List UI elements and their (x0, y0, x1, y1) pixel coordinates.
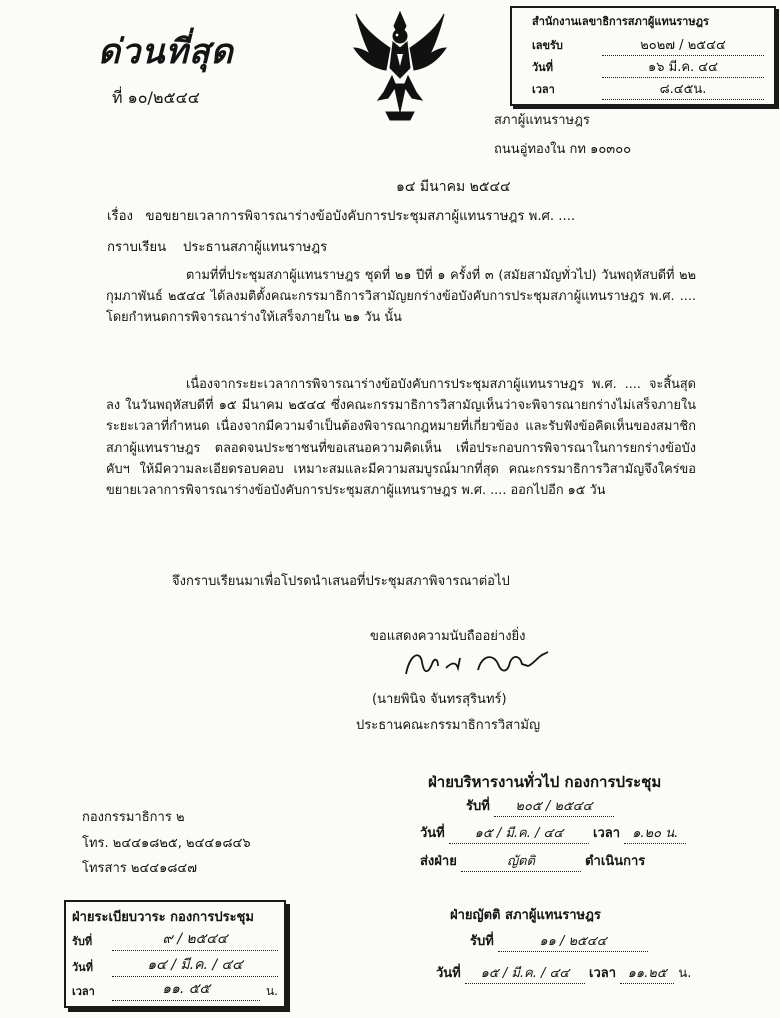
stamp-row-date: วันที่ ๑๔ / มี.ค. / ๔๔ (72, 954, 278, 976)
body-paragraph-2 (106, 374, 696, 501)
recipient-label: กราบเรียน (107, 240, 167, 255)
body-paragraph-1 (106, 265, 696, 329)
stamp-value: ๒๐๒๗ / ๒๕๔๔ (602, 34, 764, 56)
signatory-position: ประธานคณะกรรมาธิการวิสามัญ (356, 718, 541, 733)
secretariat-receipt-stamp (510, 6, 776, 106)
garuda-emblem-icon (350, 8, 450, 130)
stamp-label: วันที่ (532, 61, 553, 74)
motion-receive: รับที่ ๑๑ / ๒๕๔๔ (470, 930, 648, 952)
contact-office: กองกรรมาธิการ ๒ (82, 810, 185, 825)
stamp-label: เลขรับ (532, 39, 563, 52)
stamp-title: ฝ่ายระเบียบวาระ กองการประชุม (72, 910, 254, 925)
stamp-row-date (532, 56, 764, 76)
general-admin-stamp-title: ฝ่ายบริหารงานทั่วไป กองการประชุม (428, 773, 662, 791)
urgency-heading: ด่วนที่สุด (98, 32, 234, 72)
stamp-row-receive: รับที่ ๙ / ๒๕๔๔ (72, 928, 278, 950)
stamp-row-receive (532, 34, 764, 54)
paragraph-text: ตามที่ที่ประชุมสภาผู้แทนราษฎร ชุดที่ ๒๑ ปีที่ ๑ ครั้งที่ ๓ (สมัยสามัญทั่วไป) วันพฤหัสบดีที่ ๒๒ กุมภาพันธ์ ๒๕๔๔ ได้ลงมติตั้งคณะกรรมาธิการวิสามัญยกร่างข้อบังคับการประชุมสภาผู้แทนราษฎร พ.ศ. .... โดยกำหนดการพิจารณาร่างให้เสร็จภายใน ๒๑ วัน นั้น (106, 268, 696, 326)
stamp-value: ๑๖ มี.ค. ๔๔ (602, 56, 764, 78)
body-paragraph-3: จึงกราบเรียนมาเพื่อโปรดนำเสนอที่ประชุมสภาพิจารณาต่อไป (172, 574, 510, 589)
agenda-receipt-stamp (64, 900, 286, 1008)
contact-fax: โทรสาร ๒๔๔๑๘๔๗ (82, 861, 198, 876)
sender-organization: สภาผู้แทนราษฎร (494, 113, 590, 128)
paragraph-text: เนื่องจากระยะเวลาการพิจารณาร่างข้อบังคับการประชุมสภาผู้แทนราษฎร พ.ศ. .... จะสิ้นสุดลง ในวันพฤหัสบดีที่ ๑๕ มีนาคม ๒๕๔๔ ซึ่งคณะกรรมาธิการวิสามัญเห็นว่าจะพิจารณายกร่างไม่เสร็จภายในระยะเวลาที่กำหนด เนื่องจากมีความจำเป็นต้องพิจารณากฎหมายที่เกี่ยวข้อง และรับฟังข้อคิดเห็นของสมาชิกสภาผู้แทนราษฎร ตลอดจนประชาชนที่ขอเสนอความคิดเห็น เพื่อประกอบการพิจารณาในการยกร่างข้อบังคับฯ ให้มีความละเอียดรอบคอบ เหมาะสมและมีความสมบูรณ์มากที่สุด คณะกรรมาธิการวิสามัญจึงใคร่ขอขยายเวลาการพิจารณาร่างข้อบังคับการประชุมสภาผู้แทนราษฎร พ.ศ. .... ออกไปอีก ๑๕ วัน (106, 377, 696, 499)
stamp-value: ๘.๔๕น. (602, 78, 764, 100)
signatory-name: (นายพินิจ จันทรสุรินทร์) (372, 692, 507, 707)
motion-date-time: วันที่ ๑๕ / มี.ค. / ๔๔ เวลา ๑๑.๒๕ น. (436, 962, 691, 984)
recipient-text: ประธานสภาผู้แทนราษฎร (182, 240, 328, 255)
sender-street: ถนนอู่ทองใน กท ๑๐๓๐๐ (494, 142, 632, 157)
stamp-title: สำนักงานเลขาธิการสภาผู้แทนราษฎร (532, 15, 709, 28)
subject-line (107, 205, 575, 226)
motion-stamp-title: ฝ่ายญัตติ สภาผู้แทนราษฎร (450, 908, 601, 923)
general-admin-assign: ส่งฝ่าย ญัตติ ดำเนินการ (420, 850, 645, 872)
stamp-label: เวลา (532, 83, 555, 96)
subject-text: ขอขยายเวลาการพิจารณาร่างข้อบังคับการประชุมสภาผู้แทนราษฎร พ.ศ. .... (145, 209, 576, 224)
letter-date: ๑๔ มีนาคม ๒๕๔๔ (396, 179, 511, 195)
contact-phone: โทร. ๒๔๔๑๘๒๕, ๒๔๔๑๘๔๖ (82, 836, 251, 851)
stamp-row-time (532, 78, 764, 98)
general-admin-date-time: วันที่ ๑๕ / มี.ค. / ๔๔ เวลา ๑.๒๐ น. (420, 822, 686, 844)
stamp-row-time: เวลา ๑๑. ๕๕ น. (72, 978, 278, 1000)
recipient-line (107, 236, 327, 257)
signature-icon (398, 644, 558, 684)
document-number: ที่ ๑๐/๒๕๔๔ (112, 88, 200, 107)
general-admin-receive: รับที่ ๒๐๕ / ๒๕๔๔ (466, 795, 614, 817)
closing-phrase: ขอแสดงความนับถืออย่างยิ่ง (370, 629, 526, 644)
subject-label: เรื่อง (107, 209, 133, 224)
